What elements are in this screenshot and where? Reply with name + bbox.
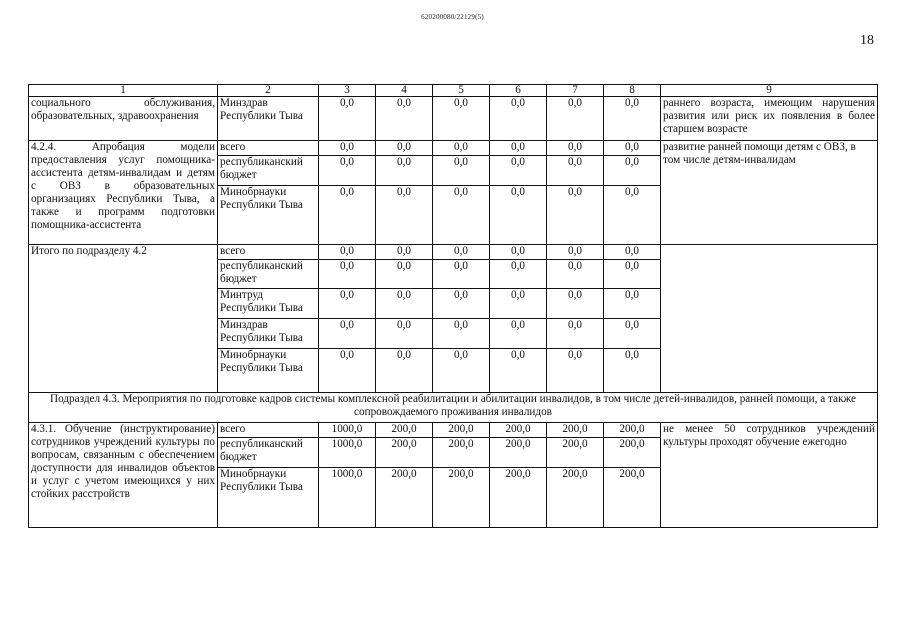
value-cell: 0,0 xyxy=(319,319,376,349)
column-header: 1 xyxy=(29,85,218,97)
value-cell: 0,0 xyxy=(433,349,490,393)
table-row xyxy=(29,97,878,141)
value-cell: 200,0 xyxy=(376,423,433,438)
value-cell: 0,0 xyxy=(376,141,433,156)
result-cell: развитие ранней помощи детям с ОВЗ, в том числе детям-инвалидам xyxy=(661,141,878,245)
column-header: 7 xyxy=(547,85,604,97)
funding-source-cell: Минздрав Республики Тыва xyxy=(218,319,319,349)
value-cell: 0,0 xyxy=(547,260,604,289)
value-cell: 0,0 xyxy=(547,245,604,260)
subsection-title: Подраздел 4.3. Мероприятия по подготовке кадров системы комплексной реабилитации и абилитации инвалидов, в том числе детей-инвалидов, ранней помощи, а также сопровождаемого проживания инвалидов xyxy=(29,393,878,423)
value-cell: 0,0 xyxy=(604,245,661,260)
column-header: 3 xyxy=(319,85,376,97)
column-header: 9 xyxy=(661,85,878,97)
column-header: 8 xyxy=(604,85,661,97)
value-cell: 0,0 xyxy=(604,186,661,245)
value-cell: 0,0 xyxy=(376,260,433,289)
value-cell: 1000,0 xyxy=(319,468,376,528)
value-cell: 1000,0 xyxy=(319,423,376,438)
value-cell: 0,0 xyxy=(547,141,604,156)
value-cell: 0,0 xyxy=(433,141,490,156)
value-cell: 0,0 xyxy=(433,260,490,289)
value-cell: 0,0 xyxy=(490,319,547,349)
value-cell: 200,0 xyxy=(604,468,661,528)
table-row xyxy=(29,245,878,260)
program-table xyxy=(28,84,878,528)
value-cell: 0,0 xyxy=(547,186,604,245)
funding-source-cell: Минобрнауки Республики Тыва xyxy=(218,349,319,393)
value-cell: 0,0 xyxy=(490,97,547,141)
value-cell: 0,0 xyxy=(376,156,433,186)
value-cell: 200,0 xyxy=(433,438,490,468)
document-id: 620200080/22129(5) xyxy=(421,13,484,21)
value-cell: 0,0 xyxy=(547,289,604,319)
value-cell: 0,0 xyxy=(490,349,547,393)
table-row xyxy=(29,141,878,156)
value-cell: 0,0 xyxy=(433,289,490,319)
funding-source-cell: республиканский бюджет xyxy=(218,438,319,468)
value-cell: 200,0 xyxy=(547,423,604,438)
value-cell: 0,0 xyxy=(490,260,547,289)
column-number-row xyxy=(29,85,878,97)
value-cell: 0,0 xyxy=(547,349,604,393)
column-header: 6 xyxy=(490,85,547,97)
value-cell: 0,0 xyxy=(376,289,433,319)
value-cell: 200,0 xyxy=(604,438,661,468)
value-cell: 0,0 xyxy=(319,349,376,393)
value-cell: 0,0 xyxy=(433,319,490,349)
value-cell: 0,0 xyxy=(604,156,661,186)
activity-cell: 4.2.4. Апробация модели предоставления услуг помощника-ассистента детям-инвалидам и детям с ОВЗ в образовательных организациях Республики Тыва, а также и программ подготовки помощника-ассистента xyxy=(29,141,218,245)
value-cell: 0,0 xyxy=(319,245,376,260)
value-cell: 200,0 xyxy=(490,438,547,468)
funding-source-cell: Минобрнауки Республики Тыва xyxy=(218,186,319,245)
value-cell: 0,0 xyxy=(490,141,547,156)
value-cell: 200,0 xyxy=(376,468,433,528)
page-number: 18 xyxy=(860,33,874,48)
value-cell: 0,0 xyxy=(319,186,376,245)
value-cell: 0,0 xyxy=(604,319,661,349)
value-cell: 0,0 xyxy=(376,245,433,260)
value-cell: 200,0 xyxy=(604,423,661,438)
value-cell: 0,0 xyxy=(319,97,376,141)
value-cell: 0,0 xyxy=(547,97,604,141)
value-cell: 0,0 xyxy=(604,141,661,156)
value-cell: 0,0 xyxy=(319,141,376,156)
value-cell: 0,0 xyxy=(604,289,661,319)
activity-cell: социального обслуживания, образовательных, здравоохранения xyxy=(29,97,218,141)
funding-source-cell: Минтруд Республики Тыва xyxy=(218,289,319,319)
activity-cell: Итого по подразделу 4.2 xyxy=(29,245,218,393)
value-cell: 200,0 xyxy=(433,468,490,528)
funding-source-cell: республиканский бюджет xyxy=(218,156,319,186)
value-cell: 200,0 xyxy=(490,423,547,438)
value-cell: 0,0 xyxy=(319,260,376,289)
value-cell: 1000,0 xyxy=(319,438,376,468)
result-cell: раннего возраста, имеющим нарушения развития или риск их появления в более старшем возрасте xyxy=(661,97,878,141)
value-cell: 0,0 xyxy=(376,319,433,349)
value-cell: 0,0 xyxy=(490,156,547,186)
value-cell: 0,0 xyxy=(376,349,433,393)
funding-source-cell: республиканский бюджет xyxy=(218,260,319,289)
value-cell: 0,0 xyxy=(433,97,490,141)
result-cell: не менее 50 сотрудников учреждений культуры проходят обучение ежегодно xyxy=(661,423,878,528)
activity-cell: 4.3.1. Обучение (инструктирование) сотрудников учреждений культуры по вопросам, связанным с обеспечением доступности для инвалидов объектов и услуг с учетом имеющихся у них стойких расстройств xyxy=(29,423,218,528)
value-cell: 0,0 xyxy=(604,260,661,289)
result-cell xyxy=(661,245,878,393)
value-cell: 0,0 xyxy=(433,156,490,186)
value-cell: 0,0 xyxy=(604,97,661,141)
value-cell: 200,0 xyxy=(490,468,547,528)
value-cell: 0,0 xyxy=(376,97,433,141)
value-cell: 200,0 xyxy=(433,423,490,438)
value-cell: 0,0 xyxy=(433,186,490,245)
value-cell: 0,0 xyxy=(547,156,604,186)
column-header: 2 xyxy=(218,85,319,97)
column-header: 5 xyxy=(433,85,490,97)
table-row xyxy=(29,423,878,438)
funding-source-cell: Минздрав Республики Тыва xyxy=(218,97,319,141)
value-cell: 200,0 xyxy=(376,438,433,468)
value-cell: 0,0 xyxy=(490,289,547,319)
value-cell: 0,0 xyxy=(547,319,604,349)
value-cell: 0,0 xyxy=(490,245,547,260)
value-cell: 0,0 xyxy=(319,289,376,319)
value-cell: 0,0 xyxy=(376,186,433,245)
subsection-row xyxy=(29,393,878,423)
value-cell: 0,0 xyxy=(433,245,490,260)
funding-source-cell: всего xyxy=(218,423,319,438)
value-cell: 0,0 xyxy=(490,186,547,245)
funding-source-cell: всего xyxy=(218,245,319,260)
value-cell: 0,0 xyxy=(604,349,661,393)
value-cell: 0,0 xyxy=(319,156,376,186)
funding-source-cell: Минобрнауки Республики Тыва xyxy=(218,468,319,528)
value-cell: 200,0 xyxy=(547,438,604,468)
funding-source-cell: всего xyxy=(218,141,319,156)
column-header: 4 xyxy=(376,85,433,97)
value-cell: 200,0 xyxy=(547,468,604,528)
